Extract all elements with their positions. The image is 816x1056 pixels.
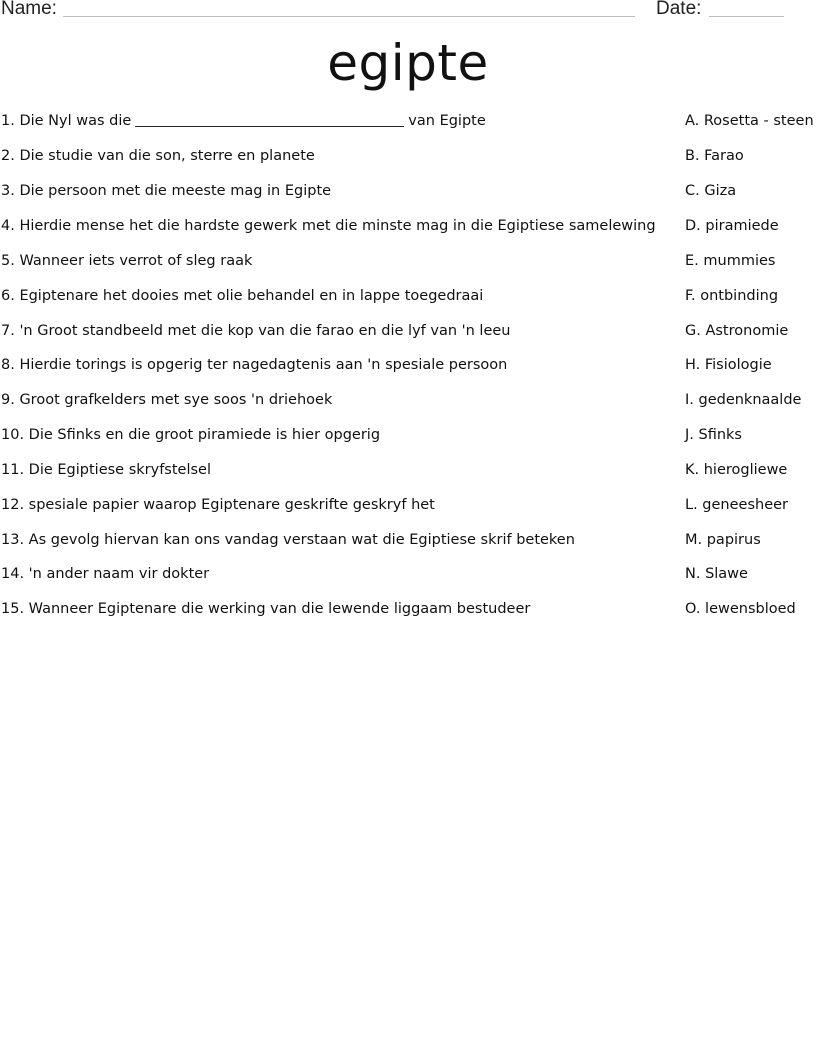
date-field[interactable]	[709, 16, 784, 17]
question-14: 14. 'n ander naam vir dokter	[1, 566, 210, 582]
answer-i: I. gedenknaalde	[685, 392, 802, 408]
answer-l: L. geneesheer	[685, 497, 789, 513]
page-title: egipte	[327, 34, 489, 92]
name-label: Name:	[1, 0, 57, 19]
answer-n: N. Slawe	[685, 566, 748, 582]
question-1	[1, 111, 486, 131]
question-2: 2. Die studie van die son, sterre en planete	[1, 148, 315, 164]
question-1-text-after: van Egipte	[408, 113, 486, 129]
answer-f: F. ontbinding	[685, 288, 779, 304]
question-11: 11. Die Egiptiese skryfstelsel	[1, 462, 212, 478]
answer-e: E. mummies	[685, 253, 776, 269]
answer-o: O. lewensbloed	[685, 601, 796, 617]
answer-c: C. Giza	[685, 183, 737, 199]
question-15: 15. Wanneer Egiptenare die werking van die lewende liggaam bestudeer	[1, 601, 531, 617]
answer-d: D. piramiede	[685, 218, 779, 234]
name-field[interactable]	[63, 16, 635, 17]
question-8: 8. Hierdie torings is opgerig ter nagedagtenis aan 'n spesiale persoon	[1, 357, 508, 373]
question-10: 10. Die Sfinks en die groot piramiede is hier opgerig	[1, 427, 381, 443]
date-label: Date:	[656, 0, 702, 19]
question-13: 13. As gevolg hiervan kan ons vandag verstaan wat die Egiptiese skrif beteken	[1, 532, 575, 548]
answer-a: A. Rosetta - steen	[685, 113, 814, 129]
question-3: 3. Die persoon met die meeste mag in Egipte	[1, 183, 332, 199]
question-5: 5. Wanneer iets verrot of sleg raak	[1, 253, 253, 269]
question-4: 4. Hierdie mense het die hardste gewerk met die minste mag in die Egiptiese samelewing	[1, 218, 656, 234]
question-12: 12. spesiale papier waarop Egiptenare geskrifte geskryf het	[1, 497, 435, 513]
answer-j: J. Sfinks	[685, 427, 742, 443]
answer-k: K. hierogliewe	[685, 462, 788, 478]
answer-b: B. Farao	[685, 148, 744, 164]
answer-h: H. Fisiologie	[685, 357, 772, 373]
worksheet-header	[0, 0, 816, 22]
answer-m: M. papirus	[685, 532, 761, 548]
question-7: 7. 'n Groot standbeeld met die kop van die farao en die lyf van 'n leeu	[1, 323, 511, 339]
question-1-blank[interactable]	[135, 112, 404, 127]
answer-g: G. Astronomie	[685, 323, 789, 339]
question-6: 6. Egiptenare het dooies met olie behandel en in lappe toegedraai	[1, 288, 484, 304]
question-9: 9. Groot grafkelders met sye soos 'n driehoek	[1, 392, 333, 408]
question-1-text-before: 1. Die Nyl was die	[1, 113, 132, 129]
